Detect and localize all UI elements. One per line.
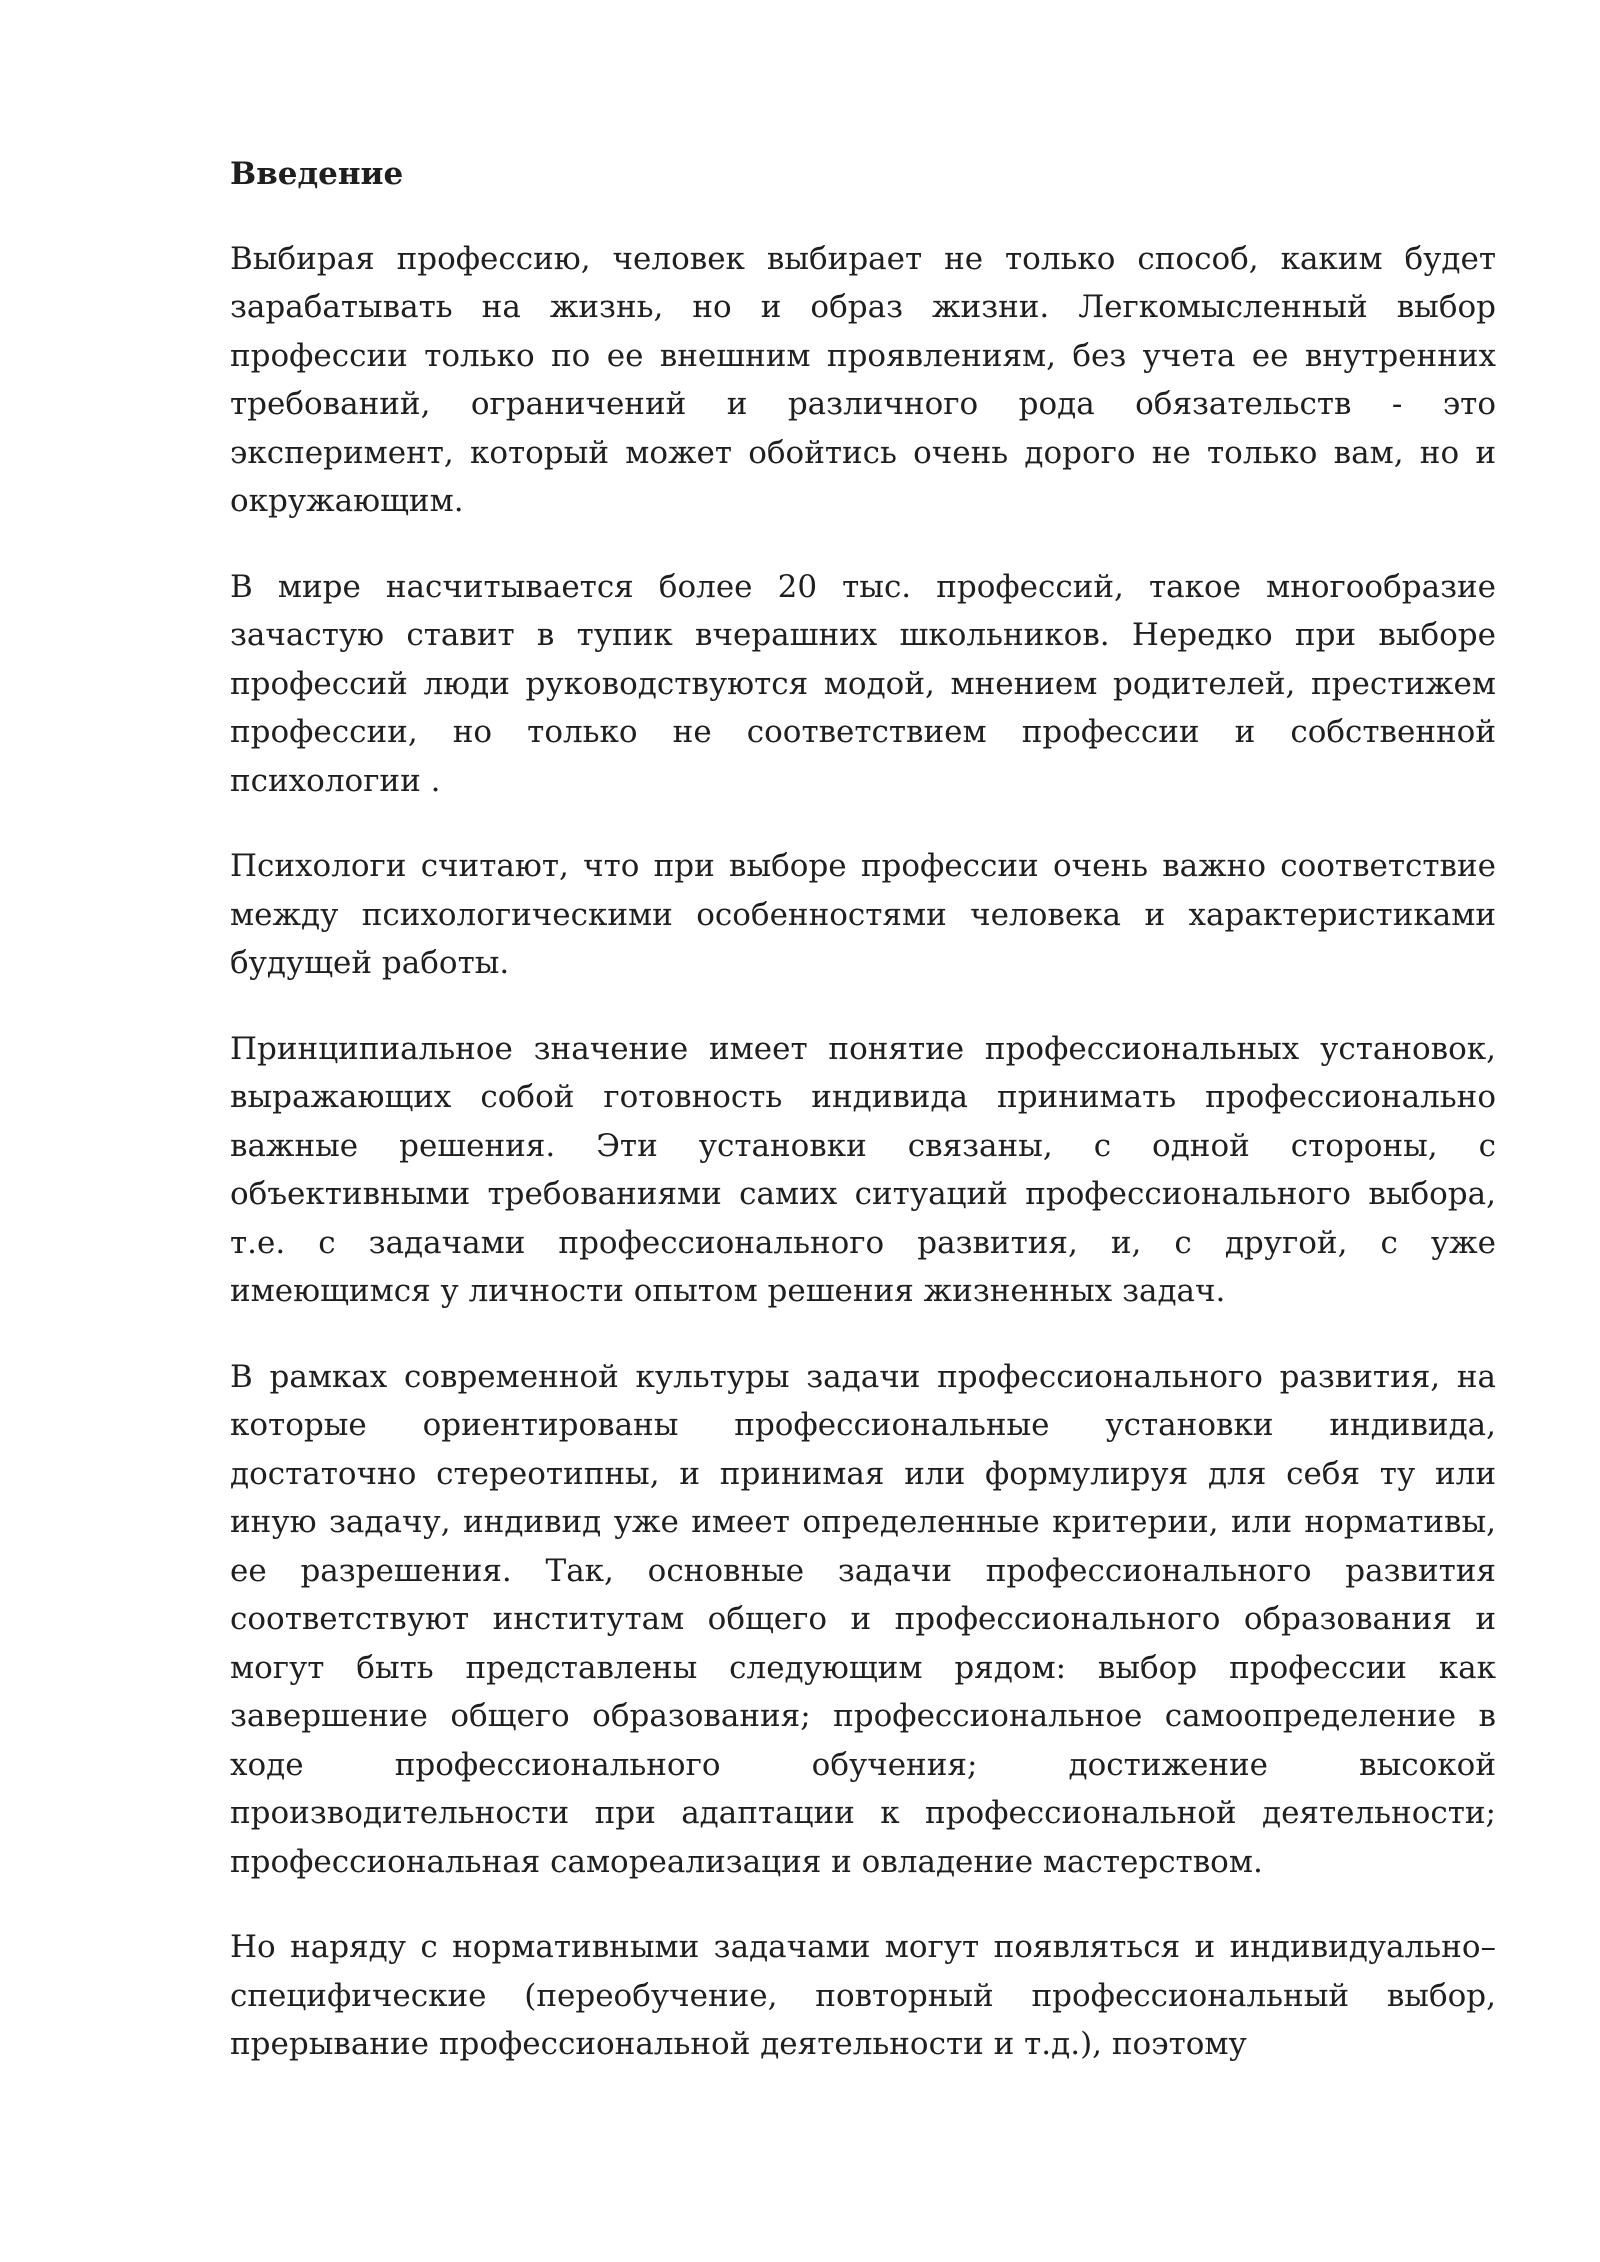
document-body	[230, 150, 1496, 2069]
paragraph-2: В мире насчитывается более 20 тыс. профессий, такое многообразие зачастую ставит в тупик вчерашних школьников. Нередко при выборе профессий люди руководствуются модой, мнением родителей, престижем профессии, но только не соответствием профессии и собственной психологии .	[230, 568, 1496, 799]
paragraph-1: Выбирая профессию, человек выбирает не только способ, каким будет зарабатывать на жизнь, но и образ жизни. Легкомысленный выбор профессии только по ее внешним проявлениям, без учета ее внутренних требований, ограничений и различного рода обязательств - это эксперимент, который может обойтись очень дорого не только вам, но и окружающим.	[230, 240, 1496, 519]
paragraph-6: Но наряду с нормативными задачами могут появляться и индивидуально–специфические (переобучение, повторный профессиональный выбор, прерывание профессиональной деятельности и т.д.), поэтому	[230, 1929, 1496, 2062]
paragraph-5: В рамках современной культуры задачи профессионального развития, на которые ориентированы профессиональные установки индивида, достаточно стереотипны, и принимая или формулируя для себя ту или иную задачу, индивид уже имеет определенные критерии, или нормативы, ее разрешения. Так, основные задачи профессионального развития соответствуют институтам общего и профессионального образования и могут быть представлены следующим рядом: выбор профессии как завершение общего образования; профессиональное самоопределение в ходе профессионального обучения; достижение высокой производительности при адаптации к профессиональной деятельности; профессиональная самореализация и овладение мастерством.	[230, 1358, 1496, 1880]
paragraph-4: Принципиальное значение имеет понятие профессиональных установок, выражающих собой готовность индивида принимать профессионально важные решения. Эти установки связаны, с одной стороны, с объективными требованиями самих ситуаций профессионального выбора, т.е. с задачами профессионального развития, и, с другой, с уже имеющимся у личности опытом решения жизненных задач.	[230, 1030, 1496, 1309]
section-heading: Введение	[230, 156, 404, 192]
paragraph-3: Психологи считают, что при выборе профессии очень важно соответствие между психологическими особенностями человека и характеристиками будущей работы.	[230, 848, 1496, 981]
